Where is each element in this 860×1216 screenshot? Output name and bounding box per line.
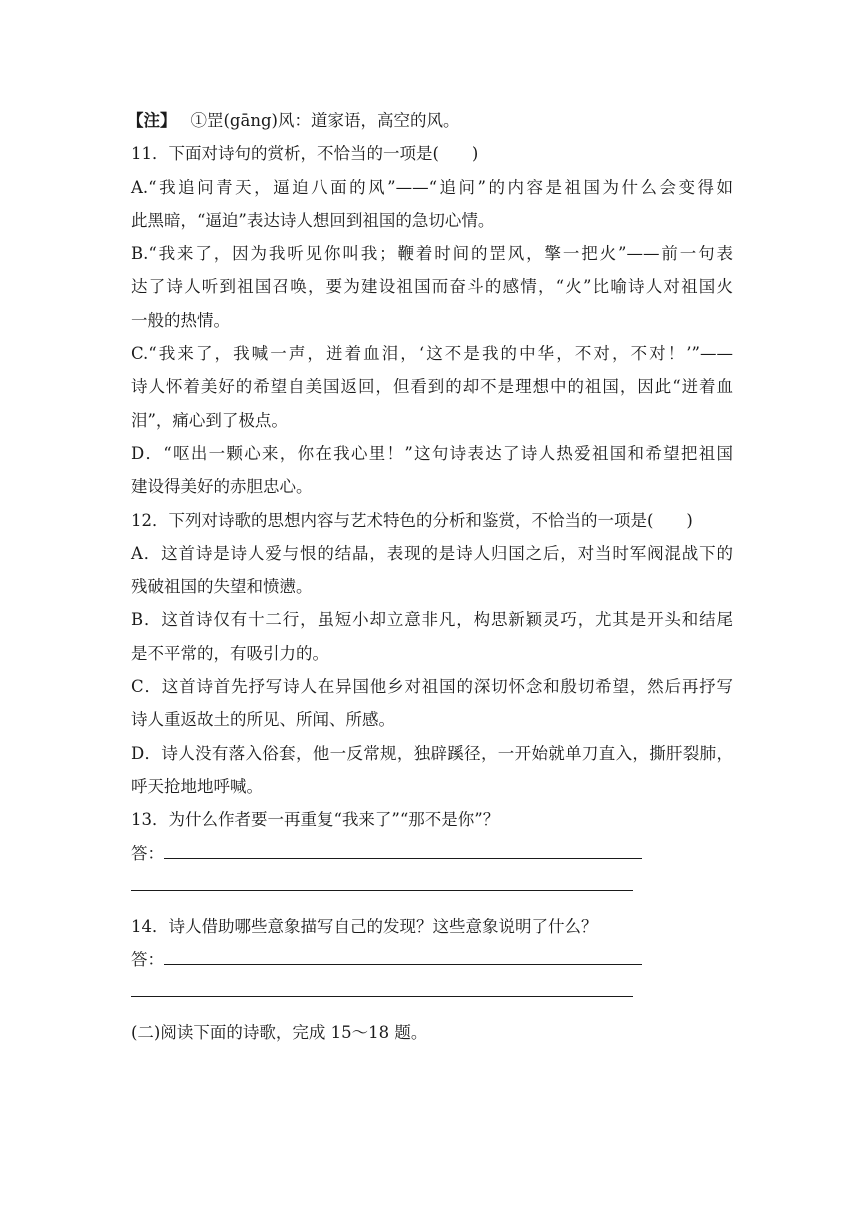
- q13-stem: 13．为什么作者要一再重复“我来了”“那不是你”？: [131, 810, 500, 830]
- q12-option-d-line-1: D．诗人没有落入俗套，他一反常规，独辟蹊径，一开始就单刀直入，撕肝裂肺，: [131, 743, 733, 763]
- q12-option-b-line-2: 是不平常的，有吸引力的。: [131, 643, 329, 663]
- q11-option-d-line-2: 建设得美好的赤胆忠心。: [131, 477, 313, 497]
- q14-answer-label: 答：: [131, 950, 164, 970]
- q13-answer-blank-1[interactable]: [164, 838, 642, 859]
- q11-stem: 11．下面对诗句的赏析，不恰当的一项是( ): [131, 144, 479, 164]
- q14-answer-row: [131, 943, 733, 976]
- q11-option-a-line-2: 此黑暗，“逼迫”表达诗人想回到祖国的急切心情。: [131, 210, 495, 230]
- q11-option-c-line-2: 诗人怀着美好的希望自美国返回，但看到的却不是理想中的祖国，因此“迸着血: [131, 377, 733, 397]
- note-line: [127, 104, 733, 137]
- q11-option-d-line-1: D．“呕出一颗心来，你在我心里！”这句诗表达了诗人热爱祖国和希望把祖国: [131, 443, 733, 463]
- q12-stem: 12．下列对诗歌的思想内容与艺术特色的分析和鉴赏，不恰当的一项是( ): [131, 510, 693, 530]
- document-page: [127, 104, 733, 1050]
- note-tag: 【注】: [127, 111, 177, 130]
- q13-answer-blank-row: [131, 870, 733, 910]
- q14-answer-blank-row: [131, 976, 733, 1016]
- section-2-heading: (二)阅读下面的诗歌，完成 15～18 题。: [131, 1023, 428, 1043]
- q11-option-a-line-1: A.“我追问青天，逼迫八面的风”——“追问”的内容是祖国为什么会变得如: [131, 177, 733, 197]
- q13-answer-row: [131, 837, 733, 870]
- q13-answer-label: 答：: [131, 843, 164, 863]
- q14-answer-blank-1[interactable]: [164, 944, 642, 965]
- q11-option-b-line-1: B.“我来了，因为我听见你叫我；鞭着时间的罡风，擎一把火”——前一句表: [131, 244, 733, 264]
- q12-option-a-line-2: 残破祖国的失望和愤懑。: [131, 577, 313, 597]
- q13-answer-blank-2[interactable]: [131, 870, 633, 891]
- q12-option-c-line-1: C．这首诗首先抒写诗人在异国他乡对祖国的深切怀念和殷切希望，然后再抒写: [131, 677, 733, 697]
- q11-option-b-line-3: 一般的热情。: [131, 310, 230, 330]
- q14-answer-blank-2[interactable]: [131, 976, 633, 997]
- q11-option-c-line-3: 泪”，痛心到了极点。: [131, 410, 288, 430]
- q12-option-d-line-2: 呼天抢地地呼喊。: [131, 776, 263, 796]
- note-text: ①罡(gāng)风：道家语，高空的风。: [190, 111, 460, 130]
- q12-option-c-line-2: 诗人重返故土的所见、所闻、所感。: [131, 710, 395, 730]
- q12-option-a-line-1: A．这首诗是诗人爱与恨的结晶，表现的是诗人归国之后，对当时军阀混战下的: [131, 543, 733, 563]
- q11-option-c-line-1: C.“我来了，我喊一声，迸着血泪，‘这不是我的中华，不对，不对！’”——: [131, 344, 733, 364]
- q14-stem: 14．诗人借助哪些意象描写自己的发现？这些意象说明了什么？: [131, 916, 598, 936]
- q11-option-b-line-2: 达了诗人听到祖国召唤，要为建设祖国而奋斗的感情，“火”比喻诗人对祖国火: [131, 277, 733, 297]
- q12-option-b-line-1: B．这首诗仅有十二行，虽短小却立意非凡，构思新颖灵巧，尤其是开头和结尾: [131, 610, 733, 630]
